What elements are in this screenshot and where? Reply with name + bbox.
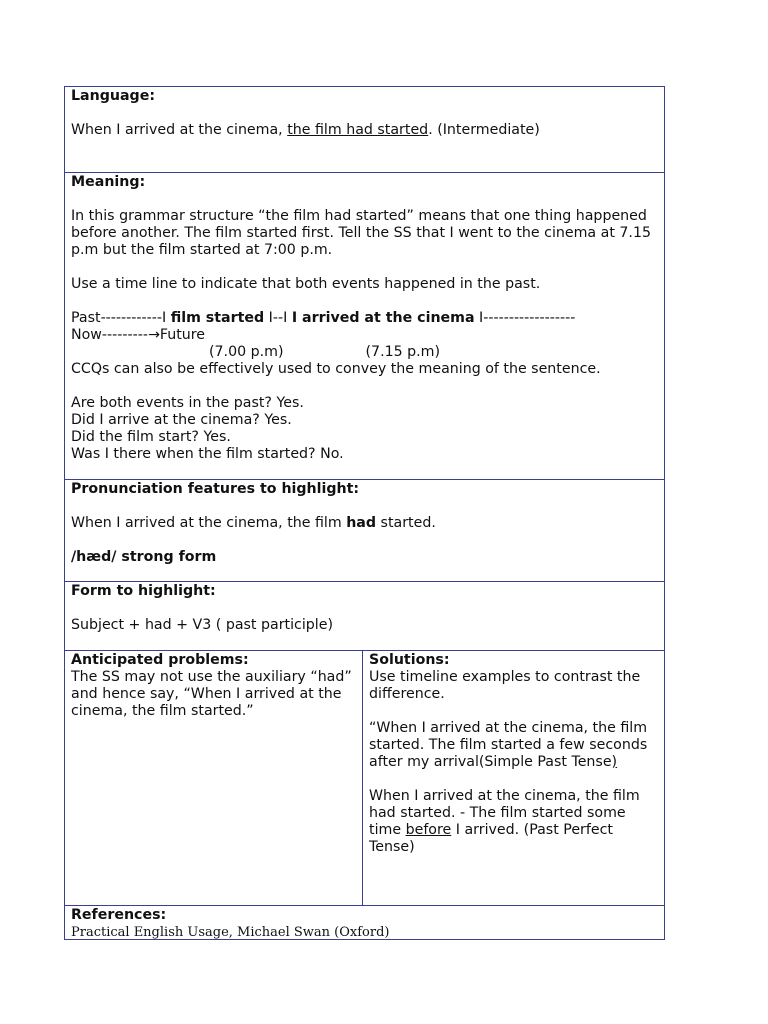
- ccq-intro: CCQs can also be effectively used to convey the meaning of the sentence.: [71, 361, 601, 377]
- timeline-seg2: I--I: [264, 310, 292, 326]
- solutions-heading: Solutions:: [369, 652, 450, 668]
- references-cell: [65, 906, 664, 941]
- meaning-section: [65, 173, 664, 480]
- timeline-event-1: film started: [170, 310, 265, 326]
- references-heading: References:: [71, 907, 167, 923]
- timeline-time-1: (7.00 p.m): [209, 344, 284, 360]
- meaning-cell: [65, 173, 664, 479]
- problems-cell: [65, 651, 363, 905]
- pronunciation-sentence-post: started.: [376, 515, 436, 531]
- problems-heading: Anticipated problems:: [71, 652, 249, 668]
- lesson-plan-table: [64, 86, 665, 940]
- language-heading: Language:: [71, 88, 155, 104]
- references-text: Practical English Usage, Michael Swan (Oxford): [71, 925, 390, 940]
- pronunciation-section: [65, 480, 664, 582]
- language-sentence-pre: When I arrived at the cinema,: [71, 122, 288, 138]
- pronunciation-form-note: /hæd/ strong form: [71, 549, 217, 565]
- form-section: [65, 582, 664, 651]
- language-cell: [65, 87, 664, 172]
- pronunciation-sentence-pre: When I arrived at the cinema, the film: [71, 515, 347, 531]
- timeline-event-2: I arrived at the cinema: [291, 310, 475, 326]
- problems-solutions-section: [65, 651, 664, 906]
- solutions-paragraph-3: [369, 788, 658, 856]
- pronunciation-heading: Pronunciation features to highlight:: [71, 481, 360, 497]
- form-formula: Subject + had + V3 ( past participle): [71, 617, 333, 633]
- timeline-times: [71, 344, 658, 361]
- meaning-paragraph-2: Use a time line to indicate that both events happened in the past.: [71, 276, 541, 292]
- solutions-cell: [363, 651, 664, 905]
- timeline-seg1: Past------------I: [71, 310, 171, 326]
- ccq-item: Did I arrive at the cinema? Yes.: [71, 412, 292, 428]
- timeline-time-2: (7.15 p.m): [365, 344, 441, 360]
- ccq-item: Was I there when the film started? No.: [71, 446, 344, 462]
- solutions-paragraph-2-underlined: ): [611, 754, 618, 770]
- solutions-paragraph-2: [369, 720, 658, 771]
- timeline-line-2: Now---------→Future: [71, 327, 206, 343]
- ccq-item: Did the film start? Yes.: [71, 429, 231, 445]
- timeline: [71, 310, 658, 327]
- language-sentence-target: the film had started: [287, 122, 429, 138]
- meaning-paragraph-1: In this grammar structure “the film had started” means that one thing happened before another. The film started first. Tell the SS that I went to the cinema at 7.15 p.m but the film started at 7:00 p.m.: [71, 208, 651, 258]
- form-heading: Form to highlight:: [71, 583, 216, 599]
- references-section: [65, 906, 664, 941]
- solutions-paragraph-3-pre: When I arrived at the cinema, the film had started. - The film started some time: [369, 788, 640, 838]
- solutions-paragraph-3-post: I arrived. (Past Perfect Tense): [369, 822, 613, 855]
- pronunciation-stressed-word: had: [346, 515, 377, 531]
- timeline-seg3: I------------------: [474, 310, 576, 326]
- ccq-item: Are both events in the past? Yes.: [71, 395, 304, 411]
- solutions-paragraph-2-text: “When I arrived at the cinema, the film started. The film started a few seconds after my arrival(Simple Past Tense: [369, 720, 648, 770]
- language-sentence: [71, 122, 658, 139]
- solutions-paragraph-1: Use timeline examples to contrast the difference.: [369, 669, 641, 702]
- language-sentence-post: . (Intermediate): [428, 122, 540, 138]
- solutions-paragraph-3-underlined: before: [405, 822, 452, 838]
- form-cell: [65, 582, 664, 650]
- pronunciation-cell: [65, 480, 664, 581]
- meaning-heading: Meaning:: [71, 174, 146, 190]
- pronunciation-sentence: [71, 515, 658, 532]
- language-section: [65, 87, 664, 173]
- problems-text: The SS may not use the auxiliary “had” and hence say, “When I arrived at the cinema, the film started.”: [71, 669, 352, 719]
